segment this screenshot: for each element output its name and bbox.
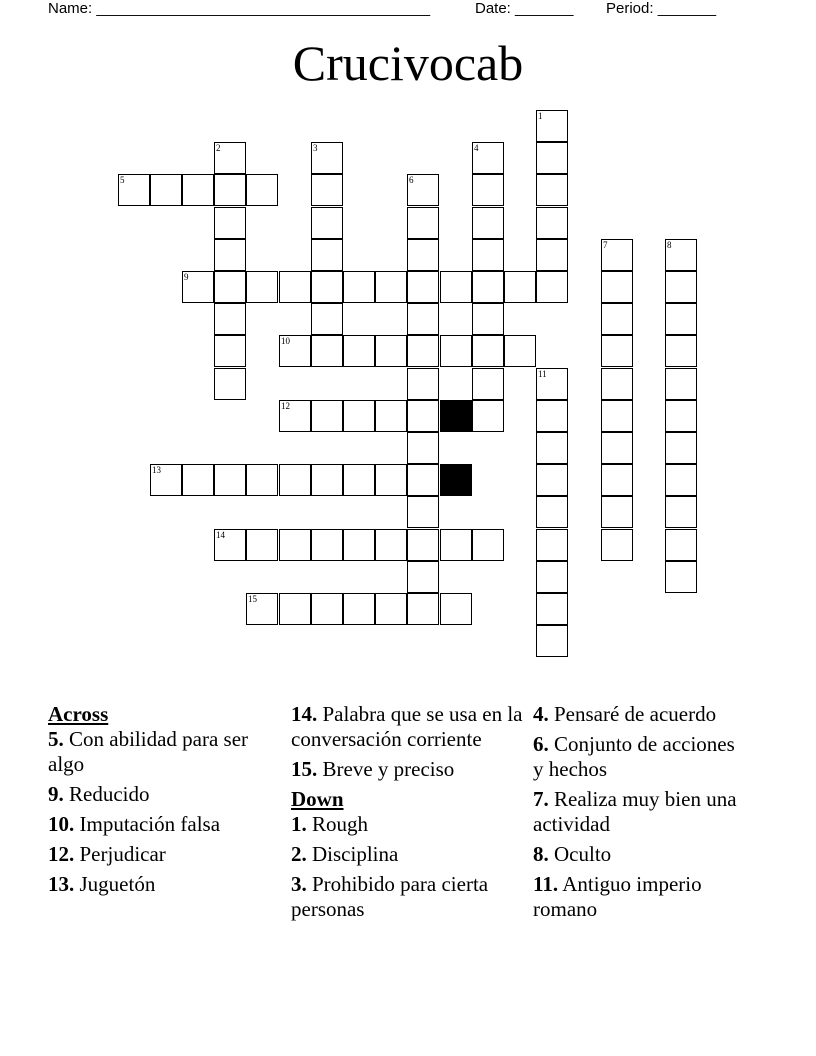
crossword-cell[interactable] [311,593,343,625]
crossword-cell[interactable] [536,110,568,142]
crossword-cell[interactable] [246,593,278,625]
clue-number: 14 [216,530,225,540]
crossword-cell[interactable] [343,529,375,561]
clue-down-11: 11. Antiguo imperio romano [533,872,702,921]
crossword-cell[interactable] [311,207,343,239]
crossword-cell[interactable] [311,529,343,561]
crossword-cell[interactable] [601,529,633,561]
crossword-cell[interactable] [311,142,343,174]
crossword-cell[interactable] [375,335,407,367]
clue-down-7: 7. Realiza muy bien una actividad [533,787,737,836]
crossword-cell[interactable] [536,174,568,206]
crossword-cell[interactable] [375,400,407,432]
clue-number: 7 [603,240,608,250]
crossword-cell[interactable] [536,142,568,174]
crossword-cell[interactable] [472,239,504,271]
crossword-cell[interactable] [343,593,375,625]
clues-column-2 [291,702,527,927]
crossword-cell[interactable] [472,174,504,206]
crossword-cell[interactable] [536,561,568,593]
clues-column-1 [48,702,278,902]
crossword-cell[interactable] [472,335,504,367]
crossword-cell[interactable] [214,271,246,303]
crossword-cell[interactable] [440,529,472,561]
crossword-cell[interactable] [407,335,439,367]
crossword-cell[interactable] [472,400,504,432]
crossword-cell[interactable] [279,271,311,303]
crossword-cell[interactable] [279,464,311,496]
crossword-cell[interactable] [665,400,697,432]
crossword-black-cell [440,400,472,432]
crossword-cell[interactable] [601,303,633,335]
date-field-label[interactable]: Date: _______ [475,0,574,17]
crossword-cell[interactable] [601,335,633,367]
crossword-cell[interactable] [440,593,472,625]
crossword-cell[interactable] [407,271,439,303]
crossword-cell[interactable] [182,271,214,303]
crossword-cell[interactable] [440,271,472,303]
crossword-cell[interactable] [665,368,697,400]
clue-across-12: 12. Perjudicar [48,842,166,866]
crossword-cell[interactable] [665,303,697,335]
crossword-cell[interactable] [536,496,568,528]
clue-number: 1 [538,111,543,121]
crossword-cell[interactable] [246,464,278,496]
crossword-cell[interactable] [182,174,214,206]
crossword-cell[interactable] [343,335,375,367]
clues-column-3 [533,702,748,927]
across-heading: Across [48,702,109,726]
crossword-cell[interactable] [472,303,504,335]
clue-down-1: 1. Rough [291,812,369,836]
clue-down-3: 3. Prohibido para cierta personas [291,872,489,921]
crossword-cell[interactable] [375,593,407,625]
clue-number: 10 [281,336,290,346]
crossword-cell[interactable] [343,464,375,496]
crossword-cell[interactable] [601,432,633,464]
crossword-cell[interactable] [214,239,246,271]
crossword-cell[interactable] [665,271,697,303]
crossword-cell[interactable] [536,207,568,239]
crossword-cell[interactable] [407,496,439,528]
crossword-cell[interactable] [214,142,246,174]
crossword-cell[interactable] [665,432,697,464]
crossword-cell[interactable] [407,207,439,239]
crossword-cell[interactable] [407,303,439,335]
crossword-cell[interactable] [279,529,311,561]
crossword-cell[interactable] [536,271,568,303]
crossword-cell[interactable] [214,207,246,239]
crossword-cell[interactable] [472,142,504,174]
crossword-cell[interactable] [375,529,407,561]
clue-across-9: 9. Reducido [48,782,150,806]
crossword-cell[interactable] [375,271,407,303]
clue-across-13: 13. Juguetón [48,872,156,896]
page-title: Crucivocab [292,35,524,91]
clue-number: 4 [474,143,479,153]
crossword-cell[interactable] [246,271,278,303]
crossword-black-cell [440,464,472,496]
crossword-cell[interactable] [601,368,633,400]
crossword-cell[interactable] [472,271,504,303]
crossword-cell[interactable] [665,496,697,528]
crossword-cell[interactable] [118,174,150,206]
crossword-cell[interactable] [407,593,439,625]
crossword-cell[interactable] [214,368,246,400]
crossword-cell[interactable] [536,400,568,432]
crossword-cell[interactable] [407,529,439,561]
crossword-cell[interactable] [407,368,439,400]
crossword-cell[interactable] [407,400,439,432]
crossword-cell[interactable] [504,335,536,367]
clue-down-4: 4. Pensaré de acuerdo [533,702,717,726]
crossword-cell[interactable] [601,464,633,496]
crossword-cell[interactable] [279,400,311,432]
crossword-cell[interactable] [536,432,568,464]
crossword-cell[interactable] [536,464,568,496]
crossword-cell[interactable] [246,529,278,561]
crossword-cell[interactable] [150,464,182,496]
crossword-cell[interactable] [407,239,439,271]
clue-down-8: 8. Oculto [533,842,612,866]
crossword-cell[interactable] [407,561,439,593]
clue-down-2: 2. Disciplina [291,842,399,866]
crossword-cell[interactable] [536,529,568,561]
crossword-cell[interactable] [536,625,568,657]
crossword-cell[interactable] [311,335,343,367]
crossword-cell[interactable] [440,335,472,367]
crossword-cell[interactable] [343,400,375,432]
clue-number: 11 [538,369,547,379]
crossword-cell[interactable] [504,271,536,303]
crossword-cell[interactable] [343,271,375,303]
crossword-cell[interactable] [311,239,343,271]
crossword-cell[interactable] [279,593,311,625]
crossword-cell[interactable] [665,464,697,496]
crossword-cell[interactable] [601,400,633,432]
crossword-cell[interactable] [665,561,697,593]
crossword-cell[interactable] [472,207,504,239]
clue-number: 8 [667,240,672,250]
crossword-cell[interactable] [601,271,633,303]
crossword-cell[interactable] [665,239,697,271]
crossword-cell[interactable] [246,174,278,206]
crossword-cell[interactable] [311,464,343,496]
crossword-cell[interactable] [182,464,214,496]
clue-number: 5 [120,175,125,185]
clue-number: 13 [152,465,161,475]
crossword-cell[interactable] [214,303,246,335]
clue-across-5: 5. Con abilidad para ser algo [48,727,249,776]
period-field-label[interactable]: Period: _______ [606,0,717,17]
crossword-cell[interactable] [214,335,246,367]
crossword-cell[interactable] [601,239,633,271]
crossword-cell[interactable] [601,496,633,528]
crossword-cell[interactable] [536,593,568,625]
down-heading: Down [291,787,344,811]
crossword-cell[interactable] [375,464,407,496]
crossword-cell[interactable] [665,529,697,561]
clue-number: 12 [281,401,290,411]
crossword-cell[interactable] [665,335,697,367]
clue-down-6: 6. Conjunto de acciones y hechos [533,732,735,781]
crossword-cell[interactable] [214,529,246,561]
name-field-label[interactable]: Name: ________________________________________ [48,0,431,17]
crossword-cell[interactable] [536,368,568,400]
clue-number: 3 [313,143,318,153]
crossword-cell[interactable] [407,174,439,206]
clue-across-10: 10. Imputación falsa [48,812,221,836]
crossword-cell[interactable] [311,400,343,432]
clue-number: 2 [216,143,221,153]
crossword-cell[interactable] [214,464,246,496]
crossword-cell[interactable] [536,239,568,271]
crossword-cell[interactable] [279,335,311,367]
crossword-cell[interactable] [472,529,504,561]
clue-across-14: 14. Palabra que se usa en la conversación corriente [291,702,523,751]
crossword-cell[interactable] [407,464,439,496]
crossword-cell[interactable] [311,174,343,206]
crossword-cell[interactable] [311,271,343,303]
clue-number: 6 [409,175,414,185]
crossword-cell[interactable] [214,174,246,206]
crossword-cell[interactable] [407,432,439,464]
clue-across-15: 15. Breve y preciso [291,757,455,781]
crossword-cell[interactable] [472,368,504,400]
clue-number: 15 [248,594,257,604]
crossword-cell[interactable] [311,303,343,335]
clue-number: 9 [184,272,189,282]
crossword-cell[interactable] [150,174,182,206]
